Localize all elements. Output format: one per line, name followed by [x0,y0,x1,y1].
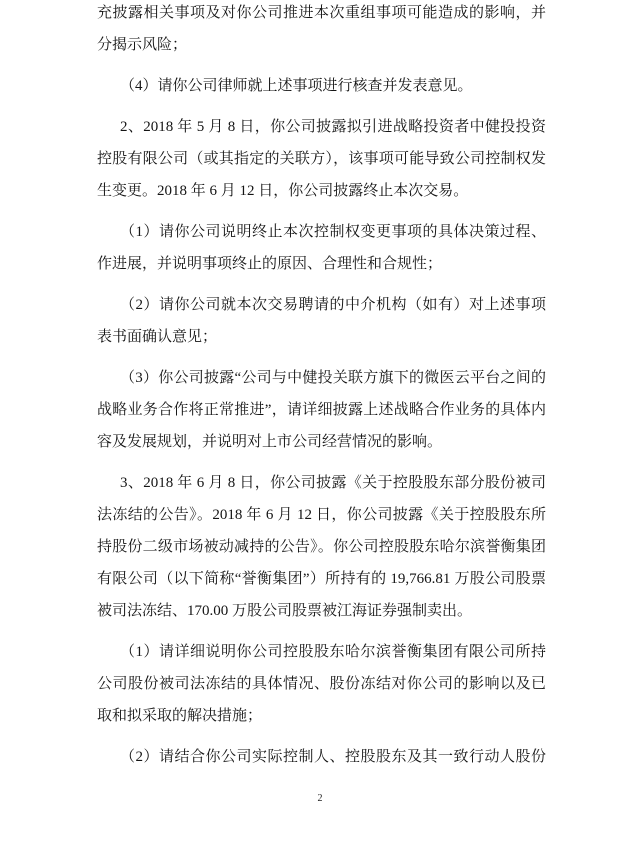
text-line: （1）请详细说明你公司控股股东哈尔滨誉衡集团有限公司所持 [120,644,546,660]
text-line: 持股份二级市场被动减持的公告》。你公司控股股东哈尔滨誉衡集团 [97,539,546,555]
paragraph-section-2 [97,111,546,207]
paragraph-item-2 [97,289,546,353]
paragraph-continuation [97,0,546,61]
document-body [97,0,546,773]
paragraph-item-1 [97,216,546,280]
text-line: 分揭示风险； [97,37,188,53]
paragraph-item-1b [97,636,546,732]
text-line: 公司股份被司法冻结的具体情况、股份冻结对你公司的影响以及已 [97,676,546,692]
text-line: （2）请你公司就本次交易聘请的中介机构（如有）对上述事项 [120,297,546,313]
page-number: 2 [317,793,323,804]
text-line: （1）请你公司说明终止本次控制权变更事项的具体决策过程、 [120,224,546,240]
paragraph-item-2b [97,741,546,773]
text-line: 法冻结的公告》。2018 年 6 月 12 日，你公司披露《关于控股股东所 [97,507,546,523]
text-line: 有限公司（以下简称“誉衡集团”）所持有的 19,766.81 万股公司股票 [97,571,546,587]
text-line: 生变更。2018 年 6 月 12 日，你公司披露终止本次交易。 [97,183,469,199]
text-line: 容及发展规划，并说明对上市公司经营情况的影响。 [97,434,443,450]
paragraph-item-4 [97,70,546,102]
text-line: （4）请你公司律师就上述事项进行核查并发表意见。 [120,78,473,94]
text-line: （3）你公司披露“公司与中健投关联方旗下的微医云平台之间的 [120,370,546,386]
text-line: 3、2018 年 6 月 8 日，你公司披露《关于控股股东部分股份被司 [120,475,546,491]
paragraph-section-3 [97,467,546,627]
text-line: （2）请结合你公司实际控制人、控股股东及其一致行动人股份 [120,749,546,765]
text-line: 战略业务合作将正常推进”，请详细披露上述战略合作业务的具体内 [97,402,546,418]
text-line: 作进展，并说明事项终止的原因、合理性和合规性； [97,256,443,272]
text-line: 取和拟采取的解决措施； [97,708,263,724]
text-line: 控股有限公司（或其指定的关联方），该事项可能导致公司控制权发 [97,151,546,167]
text-line: 充披露相关事项及对你公司推进本次重组事项可能造成的影响，并 [97,5,546,21]
text-line: 2、2018 年 5 月 8 日，你公司披露拟引进战略投资者中健投投资 [120,119,546,135]
paragraph-item-3 [97,362,546,458]
text-line: 表书面确认意见； [97,329,218,345]
text-line: 被司法冻结、170.00 万股公司股票被江海证券强制卖出。 [97,603,473,619]
